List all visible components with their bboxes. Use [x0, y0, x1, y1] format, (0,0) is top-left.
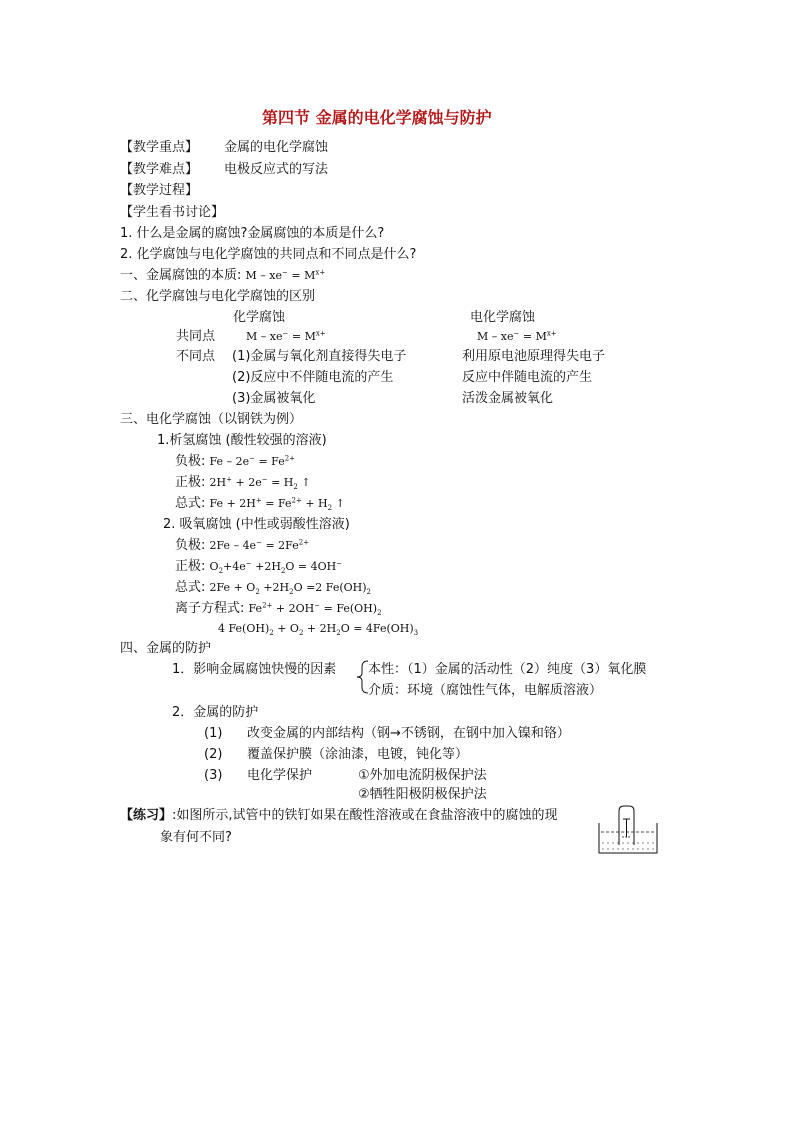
oxygen-positive-formula: $O_2+4e^- +2H_2O = 4OH^-$ — [209, 559, 343, 576]
oxygen-negative — [175, 539, 309, 552]
oxygen-total — [175, 580, 371, 597]
exercise-text-1: :如图所示,试管中的铁钉如果在酸性溶液或在食盐溶液中的腐蚀的现 — [172, 808, 558, 823]
oxidation-formula: 4 $Fe(OH)_2 + O_2 + 2H_2O = 4Fe(OH)_3$ — [218, 622, 419, 638]
section-1 — [120, 269, 325, 282]
exercise-label: 【练习】 — [120, 808, 173, 823]
hydrogen-total-formula: $Fe + 2H^+ = Fe^{2+} + H_2$ ↑ — [209, 496, 345, 513]
hydrogen-positive — [175, 475, 311, 492]
method-2-number: (2) — [204, 747, 223, 762]
oxygen-ionic-formula: $Fe^{2+} + 2OH^- = Fe(OH)_2$ — [248, 601, 382, 618]
method-1-number: (1) — [204, 726, 223, 741]
method-1: 改变金属的内部结构（钢→不锈钢，在钢中加入镍和铬） — [247, 726, 570, 741]
section-1-label: 一、金属腐蚀的本质: — [120, 268, 242, 283]
protection-factors-title: 1．影响金属腐蚀快慢的因素 — [172, 662, 337, 677]
test-tube-beaker-diagram — [596, 805, 660, 857]
diff-2-electrochemical: 反应中伴随电流的产生 — [462, 370, 593, 385]
hydrogen-negative-formula: $Fe - 2e^- = Fe^{2+}$ — [209, 454, 296, 468]
hydrogen-positive-label: 正极: — [175, 475, 206, 490]
diff-1-electrochemical: 利用原电池原理得失电子 — [462, 349, 606, 364]
method-3a: ①外加电流阴极保护法 — [358, 768, 487, 783]
factor-medium: 介质：环境（腐蚀性气体，电解质溶液） — [368, 683, 603, 698]
exercise-line-1 — [120, 809, 558, 822]
diff-2-chemical: (2)反应中不伴随电流的产生 — [232, 370, 394, 385]
method-2: 覆盖保护膜（涂油漆，电镀，钝化等） — [247, 747, 469, 762]
hydrogen-positive-formula: $2H^+ + 2e^- = H_2$ ↑ — [209, 475, 311, 492]
method-3b: ②牺牲阳极阴极保护法 — [358, 787, 487, 802]
process-label: 【教学过程】 — [120, 183, 199, 198]
table-col-electrochemical: 电化学腐蚀 — [470, 310, 536, 325]
focus-value: 金属的电化学腐蚀 — [224, 140, 329, 155]
oxygen-positive — [175, 559, 343, 576]
discuss-label: 【学生看书讨论】 — [120, 205, 225, 220]
table-col-chemical: 化学腐蚀 — [233, 310, 286, 325]
question-1: 1. 什么是金属的腐蚀?金属腐蚀的本质是什么? — [120, 226, 385, 241]
hydrogen-negative — [175, 455, 295, 468]
method-3-number: (3) — [204, 768, 223, 783]
section-4: 四、金属的防护 — [120, 641, 212, 656]
hydrogen-total-label: 总式: — [175, 496, 206, 511]
page-title: 第四节 金属的电化学腐蚀与防护 — [262, 108, 492, 127]
common-formula-electrochemical: $M - xe^- = M^{x+}$ — [477, 329, 557, 343]
diff-3-chemical: (3)金属被氧化 — [232, 391, 316, 406]
section-3: 三、电化学腐蚀（以钢铁为例） — [120, 412, 303, 427]
diff-1-chemical: (1)金属与氧化剂直接得失电子 — [232, 349, 407, 364]
oxygen-total-formula: $2Fe + O_2 +2H_2O =2$ $Fe(OH)_2$ — [209, 581, 371, 597]
factor-nature: 本性：（1）金属的活动性（2）纯度（3）氧化膜 — [368, 662, 647, 677]
corrosion-essence-formula: $M - xe^- = M^{x+}$ — [245, 268, 326, 282]
hydrogen-corrosion-title: 1.析氢腐蚀 (酸性较强的溶液) — [157, 433, 327, 448]
table-common-label: 共同点 — [176, 329, 216, 344]
oxygen-positive-label: 正极: — [175, 559, 206, 574]
oxygen-corrosion-title: 2. 吸氧腐蚀 (中性或弱酸性溶液) — [163, 517, 350, 532]
oxygen-total-label: 总式: — [175, 580, 206, 595]
oxygen-ionic — [175, 601, 382, 618]
exercise-text-2: 象有何不同? — [160, 830, 232, 845]
difficulty-label: 【教学难点】 — [120, 162, 199, 177]
section-2: 二、化学腐蚀与电化学腐蚀的区别 — [120, 289, 316, 304]
common-formula-chemical: $M - xe^- = M^{x+}$ — [246, 329, 326, 343]
oxygen-ionic-label: 离子方程式: — [175, 601, 245, 616]
protection-methods-title: 2．金属的防护 — [172, 705, 259, 720]
hydrogen-negative-label: 负极: — [175, 454, 206, 469]
focus-label: 【教学重点】 — [120, 140, 199, 155]
table-diff-label: 不同点 — [176, 349, 216, 364]
oxygen-negative-formula: $2Fe - 4e^- = 2Fe^{2+}$ — [209, 538, 310, 552]
hydrogen-total — [175, 496, 345, 513]
method-3: 电化学保护 — [247, 768, 313, 783]
diff-3-electrochemical: 活泼金属被氧化 — [462, 391, 554, 406]
question-2: 2. 化学腐蚀与电化学腐蚀的共同点和不同点是什么? — [120, 247, 417, 262]
difficulty-value: 电极反应式的写法 — [224, 162, 329, 177]
oxygen-negative-label: 负极: — [175, 538, 206, 553]
